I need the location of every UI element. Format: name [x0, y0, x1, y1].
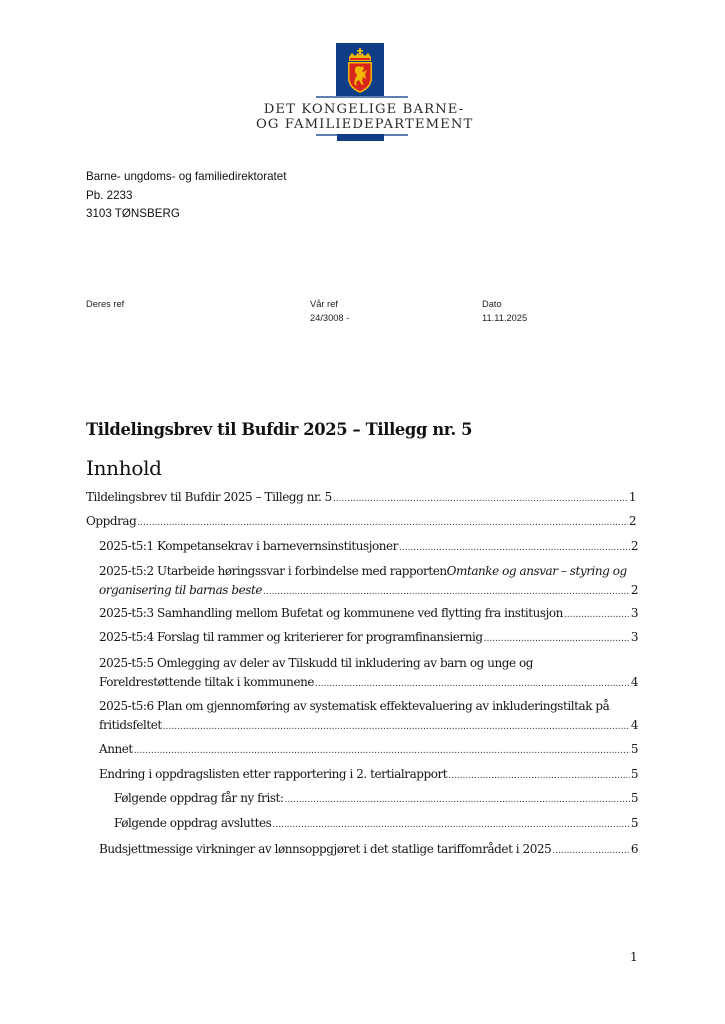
- toc-leader-dots: [272, 816, 629, 835]
- toc-leader-dots: [134, 742, 630, 761]
- toc-entry[interactable]: [86, 488, 636, 509]
- toc-page-number: 2: [630, 583, 638, 597]
- toc-entry-text: 2025-t5:5 Omlegging av deler av Tilskudd til inkludering av barn og unge og: [99, 656, 534, 670]
- toc-entry-text: Foreldrestøttende tiltak i kommunene: [99, 675, 315, 689]
- toc-entry-text: 2025-t5:2 Utarbeide høringssvar i forbindelse med rapporten: [99, 564, 447, 578]
- toc-entry-text: Følgende oppdrag avsluttes: [114, 816, 272, 830]
- logo-divider-top: [316, 96, 408, 98]
- toc-entry[interactable]: [99, 840, 638, 861]
- logo-text-line2: OG FAMILIEDEPARTEMENT: [256, 117, 474, 132]
- toc-entry-text: 2025-t5:6 Plan om gjennomføring av systematisk effektevaluering av inkluderingstiltak på: [99, 699, 610, 713]
- toc-page-number: 5: [630, 742, 638, 756]
- toc-entry-text: fritidsfeltet: [99, 718, 162, 732]
- toc-heading: Innhold: [86, 456, 162, 480]
- deres-ref-label: Deres ref: [86, 299, 125, 309]
- toc-entry[interactable]: [86, 512, 636, 533]
- toc-entry-text: Annet: [99, 742, 133, 756]
- toc-page-number: 2: [628, 514, 636, 528]
- toc-entry[interactable]: [99, 697, 638, 737]
- recipient-name: Barne- ungdoms- og familiedirektoratet: [86, 170, 287, 183]
- toc-leader-dots: [333, 490, 628, 509]
- toc-entry[interactable]: [99, 562, 638, 602]
- toc-entry[interactable]: [99, 654, 638, 694]
- toc-entry-text: Oppdrag: [86, 514, 137, 528]
- toc-entry-text: 2025-t5:4 Forslag til rammer og kriterierer for programfinansiernig: [99, 630, 483, 644]
- toc-leader-dots: [448, 767, 630, 786]
- coat-of-arms-icon: [345, 48, 375, 94]
- date-label: Dato: [482, 299, 502, 309]
- toc-leader-dots: [137, 514, 628, 533]
- toc-leader-dots: [285, 791, 630, 810]
- var-ref-label: Vår ref: [310, 299, 338, 309]
- toc-leader-dots: [484, 630, 630, 649]
- toc-entry[interactable]: [99, 765, 638, 786]
- var-ref-value: 24/3008 -: [310, 313, 350, 323]
- toc-page-number: 5: [630, 791, 638, 805]
- toc-leader-dots: [315, 675, 630, 694]
- toc-page-number: 3: [630, 630, 638, 644]
- toc-entry-text: Endring i oppdragslisten etter rapportering i 2. tertialrapport: [99, 767, 448, 781]
- toc-leader-dots: [263, 583, 630, 602]
- toc-entry[interactable]: [99, 628, 638, 649]
- toc-leader-dots: [399, 539, 630, 558]
- logo-text-line1: DET KONGELIGE BARNE-: [263, 102, 465, 117]
- toc-entry-text: Følgende oppdrag får ny frist:: [114, 791, 284, 805]
- toc-entry-text-italic: Omtanke og ansvar – styring og: [446, 564, 627, 578]
- toc-entry[interactable]: [114, 814, 638, 835]
- toc-entry-text: Tildelingsbrev til Bufdir 2025 – Tillegg nr. 5: [86, 490, 332, 504]
- recipient-po-box: Pb. 2233: [86, 189, 133, 202]
- toc-page-number: 6: [630, 842, 638, 856]
- toc-entry[interactable]: [114, 789, 638, 810]
- toc-page-number: 3: [630, 606, 638, 620]
- toc-entry-text: 2025-t5:3 Samhandling mellom Bufetat og kommunene ved flytting fra institusjon: [99, 606, 563, 620]
- toc-page-number: 2: [630, 539, 638, 553]
- toc-entry-text: 2025-t5:1 Kompetansekrav i barnevernsinstitusjoner: [99, 539, 398, 553]
- toc-entry-text-italic: organisering til barnas beste: [99, 583, 262, 597]
- toc-page-number: 4: [630, 718, 638, 732]
- toc-entry[interactable]: [99, 740, 638, 761]
- recipient-postal-city: 3103 TØNSBERG: [86, 207, 180, 220]
- logo-blue-bar: [337, 134, 384, 141]
- toc-leader-dots: [163, 718, 630, 737]
- toc-entry[interactable]: [99, 604, 638, 625]
- toc-page-number: 4: [630, 675, 638, 689]
- date-value: 11.11.2025: [482, 313, 528, 323]
- toc-page-number: 1: [628, 490, 636, 504]
- page-number: 1: [630, 950, 638, 964]
- toc-entry[interactable]: [99, 537, 638, 558]
- toc-leader-dots: [564, 606, 630, 625]
- toc-entry-text: Budsjettmessige virkninger av lønnsoppgjøret i det statlige tariffområdet i 2025: [99, 842, 552, 856]
- toc-page-number: 5: [630, 816, 638, 830]
- toc-leader-dots: [552, 842, 630, 861]
- toc-page-number: 5: [630, 767, 638, 781]
- document-title: Tildelingsbrev til Bufdir 2025 – Tillegg nr. 5: [86, 420, 473, 439]
